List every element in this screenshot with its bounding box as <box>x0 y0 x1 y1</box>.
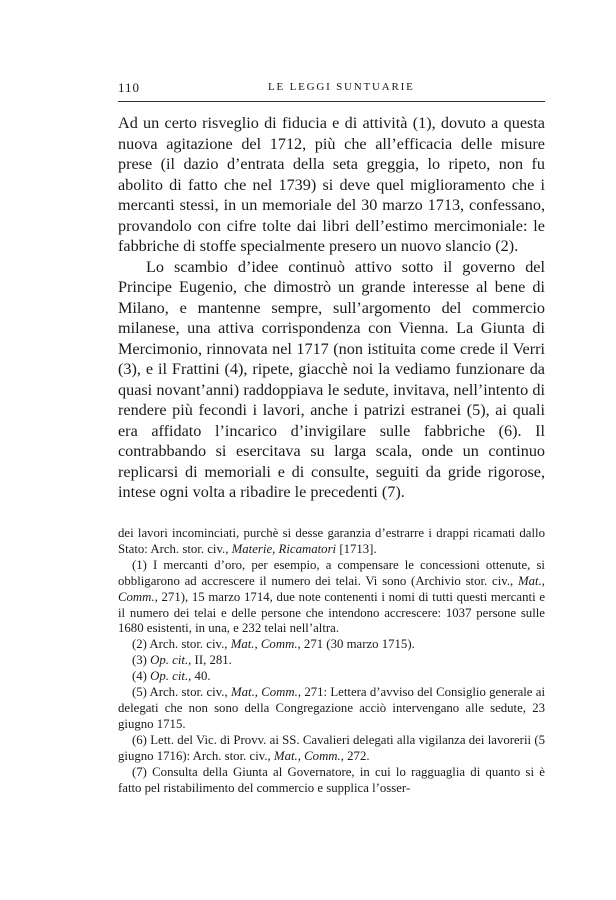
footnote-1: (1) I mercanti d’oro, per esempio, a compensare le concessioni ottenute, si obbligarono ad accrescere il numero dei telai. Vi sono (Archivio stor. civ., Mat., Comm., 271), 15 marzo 1714, due note contenenti i nomi di tutti questi mercanti e il numero dei telai e delle persone che intendono accrescere: 1037 persone sulle 1680 esistenti, in una, e 232 telai nell’altra. <box>118 557 545 636</box>
footnote-5: (5) Arch. stor. civ., Mat., Comm., 271: Lettera d’avviso del Consiglio generale ai delegati che non sono della Congregazione acciò intervengano alle sedute, 23 giugno 1715. <box>118 685 545 731</box>
footnotes <box>118 526 545 796</box>
page-number: 110 <box>118 80 141 95</box>
page-header <box>118 80 545 100</box>
footnote-6: (6) Lett. del Vic. di Provv. ai SS. Cavalieri delegati alla vigilanza dei lavorerii (5 giugno 1716): Arch. stor. civ., Mat., Comm., 272. <box>118 732 545 763</box>
footnote-7: (7) Consulta della Giunta al Governatore, in cui lo ragguaglia di quanto si è fatto pel ristabilimento del commercio e supplica l’osser- <box>118 764 545 795</box>
footnote-3: (3) Op. cit., II, 281. <box>132 653 232 668</box>
running-title: LE LEGGI SUNTUARIE <box>268 81 415 93</box>
footnote-4: (4) Op. cit., 40. <box>132 669 211 684</box>
paragraph-1: Ad un certo risveglio di fiducia e di attività (1), dovuto a questa nuova agitazione del 1712, più che all’efficacia delle misure prese (il dazio d’entrata della seta greggia, lo ripeto, non fu abolito di fatto che nel 1739) si deve quel miglioramento che i mercanti stessi, in un memoriale del 30 marzo 1713, confessano, provandolo con cifre tolte dai libri dell’estimo mercimoniale: le fabbriche di stoffe specialmente presero un nuovo slancio (2). <box>118 114 545 255</box>
main-text <box>118 113 545 503</box>
header-rule <box>118 101 545 102</box>
footnote-2: (2) Arch. stor. civ., Mat., Comm., 271 (30 marzo 1715). <box>132 637 415 652</box>
paragraph-2: Lo scambio d’idee continuò attivo sotto il governo del Principe Eugenio, che dimostrò un grande interesse al bene di Milano, e mantenne sempre, sull’argomento del commercio milanese, una attiva corrispondenza con Vienna. La Giunta di Mercimonio, rinnovata nel 1717 (non istituita come crede il Verri (3), e il Frattini (4), ripete, giacchè noi la vediamo funzionare da quasi novant’anni) raddoppiava le sedute, invitava, nell’intento di rendere più fecondi i lavori, anche i patrizi estranei (5), ai quali era affidato l’incarico d’invigilare sulle fabbriche (6). Il contrabbando si esercitava su larga scala, onde un continuo replicarsi di memoriali e di consulte, seguiti da gride rigorose, intese ogni volta a ribadire le precedenti (7). <box>118 257 545 501</box>
footnote-continuation: dei lavori incominciati, purchè si desse garanzia d’estrarre i drappi ricamati dallo Stato: Arch. stor. civ., Materie, Ricamatori [1713]. <box>118 526 545 556</box>
